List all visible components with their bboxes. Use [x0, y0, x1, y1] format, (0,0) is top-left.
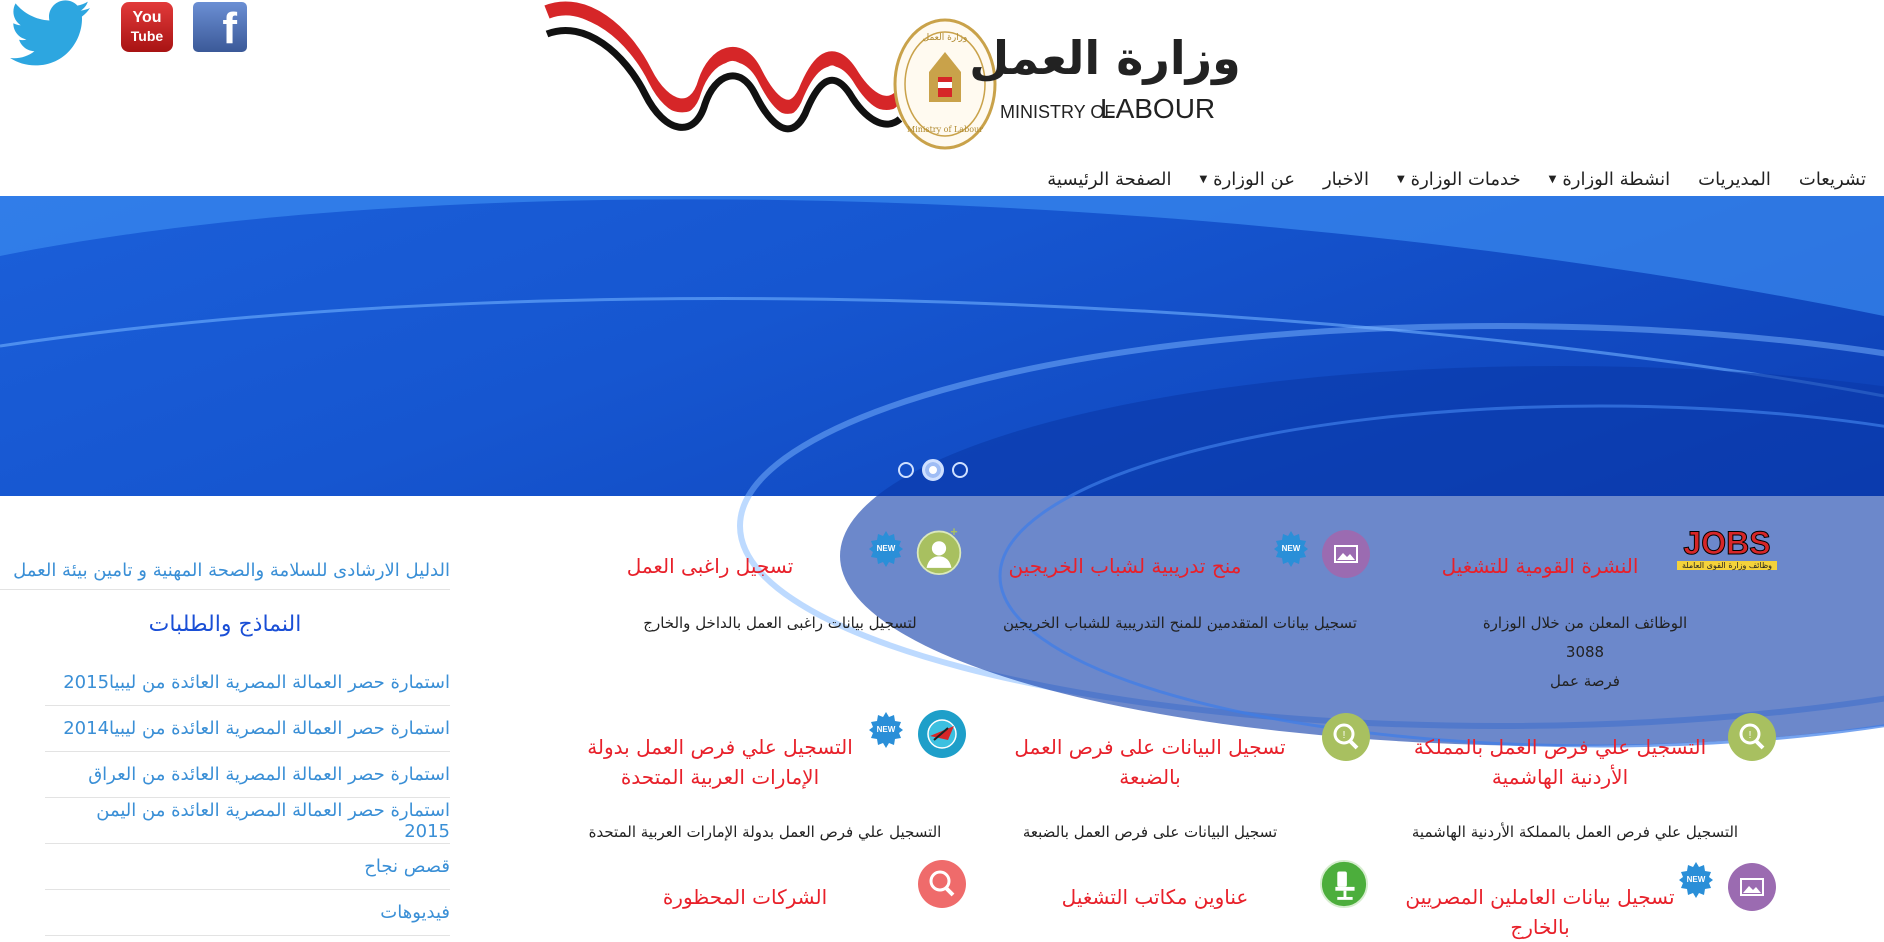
nav-item-home[interactable] — [1047, 166, 1171, 192]
nav-item-news[interactable] — [1323, 166, 1369, 192]
card-training-grants[interactable] — [1000, 525, 1357, 645]
card-desc-line: الوظائف المعلن من خلال الوزارة — [1482, 614, 1688, 632]
new-badge-text: NEW — [1686, 875, 1706, 884]
slider-dot-1[interactable] — [898, 462, 914, 478]
svg-text:!: ! — [1748, 730, 1752, 741]
card-title[interactable] — [1400, 882, 1680, 942]
nav-item-legislation[interactable] — [1799, 166, 1866, 192]
new-badge-text: NEW — [1281, 544, 1301, 553]
svg-text:!: ! — [1342, 730, 1346, 741]
nav-label: انشطة الوزارة — [1562, 168, 1671, 190]
card-title[interactable] — [580, 732, 860, 792]
seal-top-text: وزارة العمل — [922, 33, 968, 43]
forms-list-item[interactable]: فيديوهات — [45, 890, 450, 936]
youtube-label-bottom: Tube — [130, 28, 164, 44]
nav-item-services[interactable] — [1397, 166, 1521, 192]
nav-item-activities[interactable] — [1549, 166, 1671, 192]
card-office-addresses[interactable] — [1030, 858, 1370, 928]
logo-english-1: MINISTRY OF — [1000, 102, 1116, 122]
card-title-line: تسجيل بيانات العاملين المصريين — [1405, 885, 1675, 909]
forms-list-item[interactable]: قصص نجاح — [45, 844, 450, 890]
card-egyptians-abroad[interactable] — [1400, 858, 1740, 939]
image-icon — [1728, 863, 1776, 911]
globe-plane-icon — [918, 710, 966, 758]
nav-item-about[interactable] — [1199, 166, 1294, 192]
seal-bottom-text: Ministry of Labour — [907, 125, 983, 134]
caret-down-icon: ▼ — [1396, 173, 1405, 185]
card-title-line: بالضبعة — [1119, 765, 1181, 789]
nav-label: عن الوزارة — [1213, 168, 1295, 190]
forms-list-item[interactable]: استمارة حصر العمالة المصرية العائدة من اليمن 2015 — [45, 798, 450, 844]
image-icon — [1322, 530, 1370, 578]
svg-text:+: + — [950, 524, 958, 539]
card-job-seekers[interactable] — [610, 524, 958, 645]
hero-slider[interactable] — [0, 196, 1884, 496]
forms-heading: النماذج والطلبات — [148, 612, 302, 637]
caret-down-icon: ▼ — [1199, 173, 1208, 185]
card-uae-jobs[interactable] — [580, 708, 942, 848]
logo-english-2: LABOUR — [1100, 93, 1216, 124]
card-title-line: تسجيل البيانات على فرص العمل — [1014, 735, 1286, 759]
card-title[interactable]: عناوين مكاتب التشغيل — [1061, 885, 1249, 909]
youtube-label-top: You — [132, 9, 162, 26]
nav-label: خدمات الوزارة — [1410, 168, 1521, 190]
nav-label: الصفحة الرئيسية — [1047, 168, 1172, 190]
slider-dot-2[interactable] — [922, 459, 944, 481]
new-badge-icon — [870, 531, 902, 563]
add-user-icon — [915, 524, 963, 575]
new-badge-icon — [1680, 862, 1712, 894]
search-doc-icon — [1728, 713, 1776, 761]
card-title[interactable] — [1410, 732, 1710, 792]
card-dabaa-jobs[interactable] — [1000, 708, 1346, 848]
slider-dot-3[interactable] — [952, 462, 968, 478]
main-nav — [1047, 166, 1866, 192]
card-jordan-jobs[interactable] — [1410, 708, 1750, 848]
safety-guide-link[interactable]: الدليل الارشادى للسلامة والصحة المهنية و تامين بيئة العمل — [0, 560, 450, 590]
forms-list-item[interactable]: استمارة حصر العمالة المصرية العائدة من ليبيا2015 — [45, 660, 450, 706]
new-badge-icon — [1275, 531, 1307, 563]
card-desc — [1455, 609, 1715, 696]
card-title-line: التسجيل علي فرص العمل بدولة — [587, 735, 853, 759]
card-title[interactable]: تسجيل راغبى العمل — [626, 554, 794, 578]
card-desc: التسجيل علي فرص العمل بدولة الإمارات العربية المتحدة — [588, 823, 942, 841]
caret-down-icon: ▼ — [1548, 173, 1557, 185]
search-icon — [918, 860, 966, 908]
card-desc-line: فرصة عمل — [1550, 672, 1620, 690]
card-title[interactable]: الشركات المحظورة — [662, 885, 828, 909]
card-desc: تسجيل البيانات على فرص العمل بالضبعة — [1022, 823, 1278, 841]
nav-label: الاخبار — [1322, 168, 1369, 190]
card-national-bulletin[interactable] — [1415, 525, 1773, 705]
jobs-logo-text: JOBS — [1683, 525, 1771, 561]
jobs-logo-subtext: وظائف وزارة القوى العاملة — [1677, 561, 1777, 570]
twitter-icon[interactable] — [8, 0, 92, 66]
card-desc: تسجيل بيانات المتقدمين للمنح التدريبية للشباب الخريجين — [1003, 614, 1357, 632]
card-title[interactable]: النشرة القومية للتشغيل — [1441, 554, 1639, 578]
new-badge-text: NEW — [876, 725, 896, 734]
forms-list-item[interactable]: استمارة حصر العمالة المصرية العائدة من ليبيا2014 — [45, 706, 450, 752]
card-desc: التسجيل علي فرص العمل بالمملكة الأردنية الهاشمية — [1411, 823, 1739, 841]
forms-list-item[interactable]: استمارة حصر العمالة المصرية العائدة من العراق — [45, 752, 450, 798]
nav-item-directorates[interactable] — [1698, 166, 1771, 192]
banner-background — [0, 196, 1884, 496]
new-badge-icon — [870, 712, 902, 744]
jobs-logo — [1677, 525, 1777, 575]
card-desc-line: 3088 — [1565, 643, 1605, 661]
card-title-line: الإمارات العربية المتحدة — [620, 765, 820, 789]
card-banned-companies[interactable] — [640, 858, 980, 928]
card-title[interactable]: منح تدريبية لشباب الخريجين — [1008, 554, 1242, 578]
nav-label: المديريات — [1698, 168, 1771, 190]
office-chair-icon — [1320, 860, 1368, 908]
card-title-line: الأردنية الهاشمية — [1491, 765, 1629, 789]
youtube-icon[interactable] — [121, 2, 173, 52]
card-title[interactable] — [1000, 732, 1300, 792]
ministry-logo[interactable] — [545, 2, 1241, 152]
facebook-label: f — [222, 4, 237, 53]
card-title-line: بالخارج — [1510, 915, 1570, 939]
forms-list — [45, 660, 450, 936]
card-title-line: التسجيل علي فرص العمل بالمملكة — [1413, 735, 1707, 759]
facebook-icon[interactable] — [193, 2, 247, 52]
slider-dots — [898, 462, 968, 481]
card-desc: لتسجيل بيانات راغبى العمل بالداخل والخارج — [643, 614, 917, 632]
search-doc-icon — [1322, 713, 1370, 761]
logo-arabic-text: وزارة العمل — [969, 31, 1241, 85]
nav-label: تشريعات — [1798, 168, 1866, 190]
new-badge-text: NEW — [876, 544, 896, 553]
